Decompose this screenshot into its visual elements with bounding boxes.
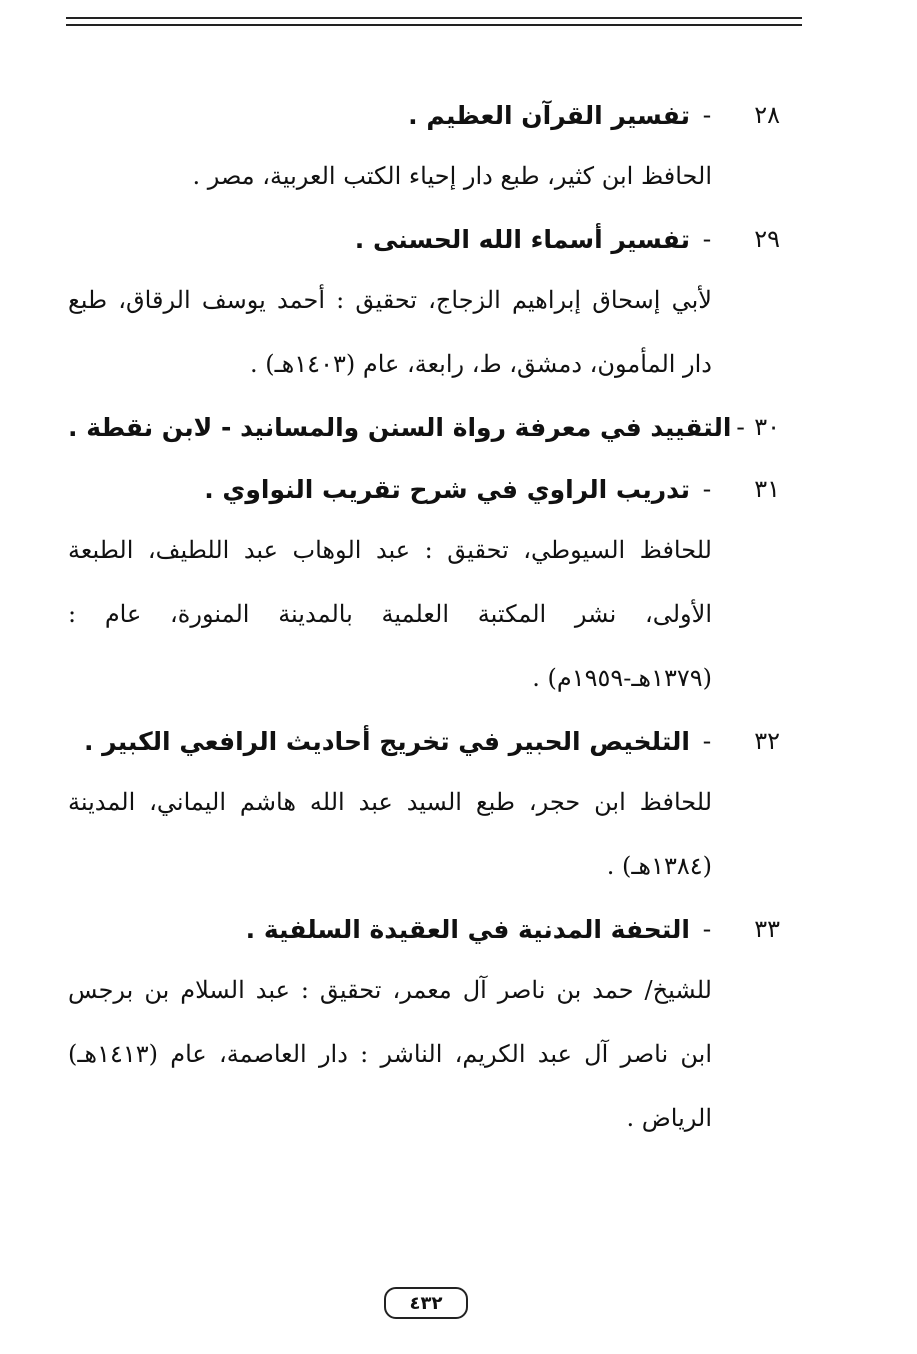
entry-number: ٣١ <box>754 475 780 503</box>
entry-title: التحفة المدنية في العقيدة السلفية . <box>245 914 690 944</box>
entry-title: التلخيص الحبير في تخريج أحاديث الرافعي الكبير . <box>83 726 690 756</box>
entry-number: ٣٢ <box>754 727 780 755</box>
bibliography-entry <box>68 710 780 898</box>
entry-number: ٢٨ <box>754 101 780 129</box>
entry-heading <box>68 84 780 146</box>
entry-title: تفسير القرآن العظيم . <box>408 100 690 130</box>
entry-heading <box>68 396 780 458</box>
entry-heading <box>68 898 780 960</box>
bibliography-entry <box>68 458 780 710</box>
page-number: ٤٣٢ <box>384 1287 468 1319</box>
entry-dash: - <box>702 727 712 755</box>
entry-dash: - <box>702 475 712 503</box>
entry-heading <box>68 710 780 772</box>
entry-details: الحافظ ابن كثير، طبع دار إحياء الكتب العربية، مصر . <box>192 162 712 190</box>
entry-details: للشيخ/ حمد بن ناصر آل معمر، تحقيق : عبد السلام بن برجس ابن ناصر آل عبد الكريم، الناشر : دار العاصمة، عام (١٤١٣هـ) الرياض . <box>68 976 712 1132</box>
entry-heading <box>68 458 780 520</box>
entry-details: لأبي إسحاق إبراهيم الزجاج، تحقيق : أحمد يوسف الرقاق، طبع دار المأمون، دمشق، ط، رابعة، عام (١٤٠٣هـ) . <box>68 286 712 378</box>
bibliography-entry <box>68 208 780 396</box>
entry-number: ٢٩ <box>754 225 780 253</box>
entry-title: تدريب الراوي في شرح تقريب النواوي . <box>204 474 690 504</box>
entry-details: للحافظ السيوطي، تحقيق : عبد الوهاب عبد اللطيف، الطبعة الأولى، نشر المكتبة العلمية بالمدينة المنورة، عام : (١٣٧٩هـ-١٩٥٩م) . <box>68 536 712 692</box>
entry-dash: - <box>702 225 712 253</box>
entry-number: ٣٣ <box>754 915 780 943</box>
bibliography-list <box>68 84 780 1150</box>
entry-number: ٣٠ <box>754 413 780 441</box>
entry-dash: - <box>702 101 712 129</box>
bibliography-entry <box>68 396 780 458</box>
entry-dash: - <box>702 915 712 943</box>
entry-dash: - <box>736 413 745 441</box>
entry-title: التقييد في معرفة رواة السنن والمسانيد - لابن نقطة . <box>68 412 732 442</box>
bibliography-entry <box>68 898 780 1150</box>
top-rule <box>66 17 802 19</box>
entry-details: للحافظ ابن حجر، طبع السيد عبد الله هاشم اليماني، المدينة (١٣٨٤هـ) . <box>68 788 712 880</box>
entry-heading <box>68 208 780 270</box>
entry-title: تفسير أسماء الله الحسنى . <box>354 224 690 254</box>
bibliography-entry <box>68 84 780 208</box>
top-rule-inner <box>66 24 802 26</box>
